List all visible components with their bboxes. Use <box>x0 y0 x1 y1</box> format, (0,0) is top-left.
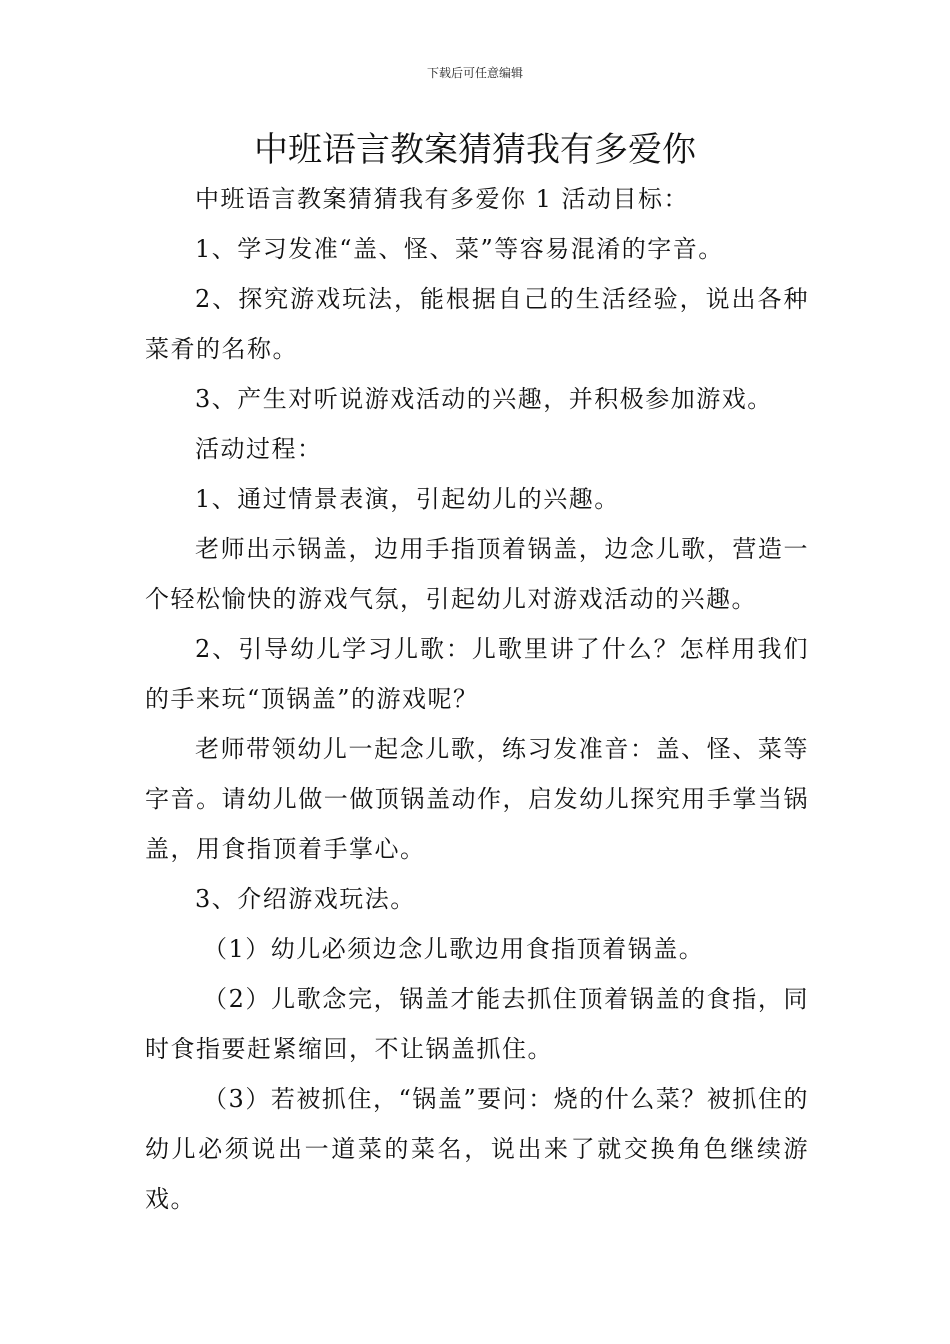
paragraph-rule-3: （3）若被抓住，“锅盖”要问：烧的什么菜？被抓住的幼儿必须说出一道菜的菜名，说出来了就交换角色继续游戏。 <box>145 1085 809 1213</box>
paragraph-goal-3: 3、产生对听说游戏活动的兴趣，并积极参加游戏。 <box>195 385 773 413</box>
paragraph-step-2: 2、引导幼儿学习儿歌：儿歌里讲了什么？怎样用我们的手来玩“顶锅盖”的游戏呢？ <box>145 635 809 713</box>
paragraph-step-3: 3、介绍游戏玩法。 <box>195 885 416 913</box>
paragraph-rule-2: （2）儿歌念完，锅盖才能去抓住顶着锅盖的食指，同时食指要赶紧缩回，不让锅盖抓住。 <box>145 985 809 1063</box>
document-title: 中班语言教案猜猜我有多爱你 <box>254 130 696 170</box>
paragraph-activity-goals: 中班语言教案猜猜我有多爱你 1 活动目标： <box>195 185 690 213</box>
page-header-note: 下载后可任意编辑 <box>426 66 523 80</box>
document-body <box>145 174 809 1224</box>
paragraph-step-1: 1、通过情景表演，引起幼儿的兴趣。 <box>195 485 620 513</box>
paragraph-step-2-detail: 老师带领幼儿一起念儿歌，练习发准音：盖、怪、菜等字音。请幼儿做一做顶锅盖动作，启发幼儿探究用手掌当锅盖，用食指顶着手掌心。 <box>145 735 809 863</box>
paragraph-goal-2: 2、探究游戏玩法，能根据自己的生活经验，说出各种菜肴的名称。 <box>145 285 809 363</box>
paragraph-step-1-detail: 老师出示锅盖，边用手指顶着锅盖，边念儿歌，营造一个轻松愉快的游戏气氛，引起幼儿对游戏活动的兴趣。 <box>145 535 809 613</box>
paragraph-activity-process: 活动过程： <box>195 435 323 463</box>
paragraph-rule-1: （1）幼儿必须边念儿歌边用食指顶着锅盖。 <box>203 935 705 963</box>
paragraph-goal-1: 1、学习发准“盖、怪、菜”等容易混淆的字音。 <box>195 235 724 263</box>
